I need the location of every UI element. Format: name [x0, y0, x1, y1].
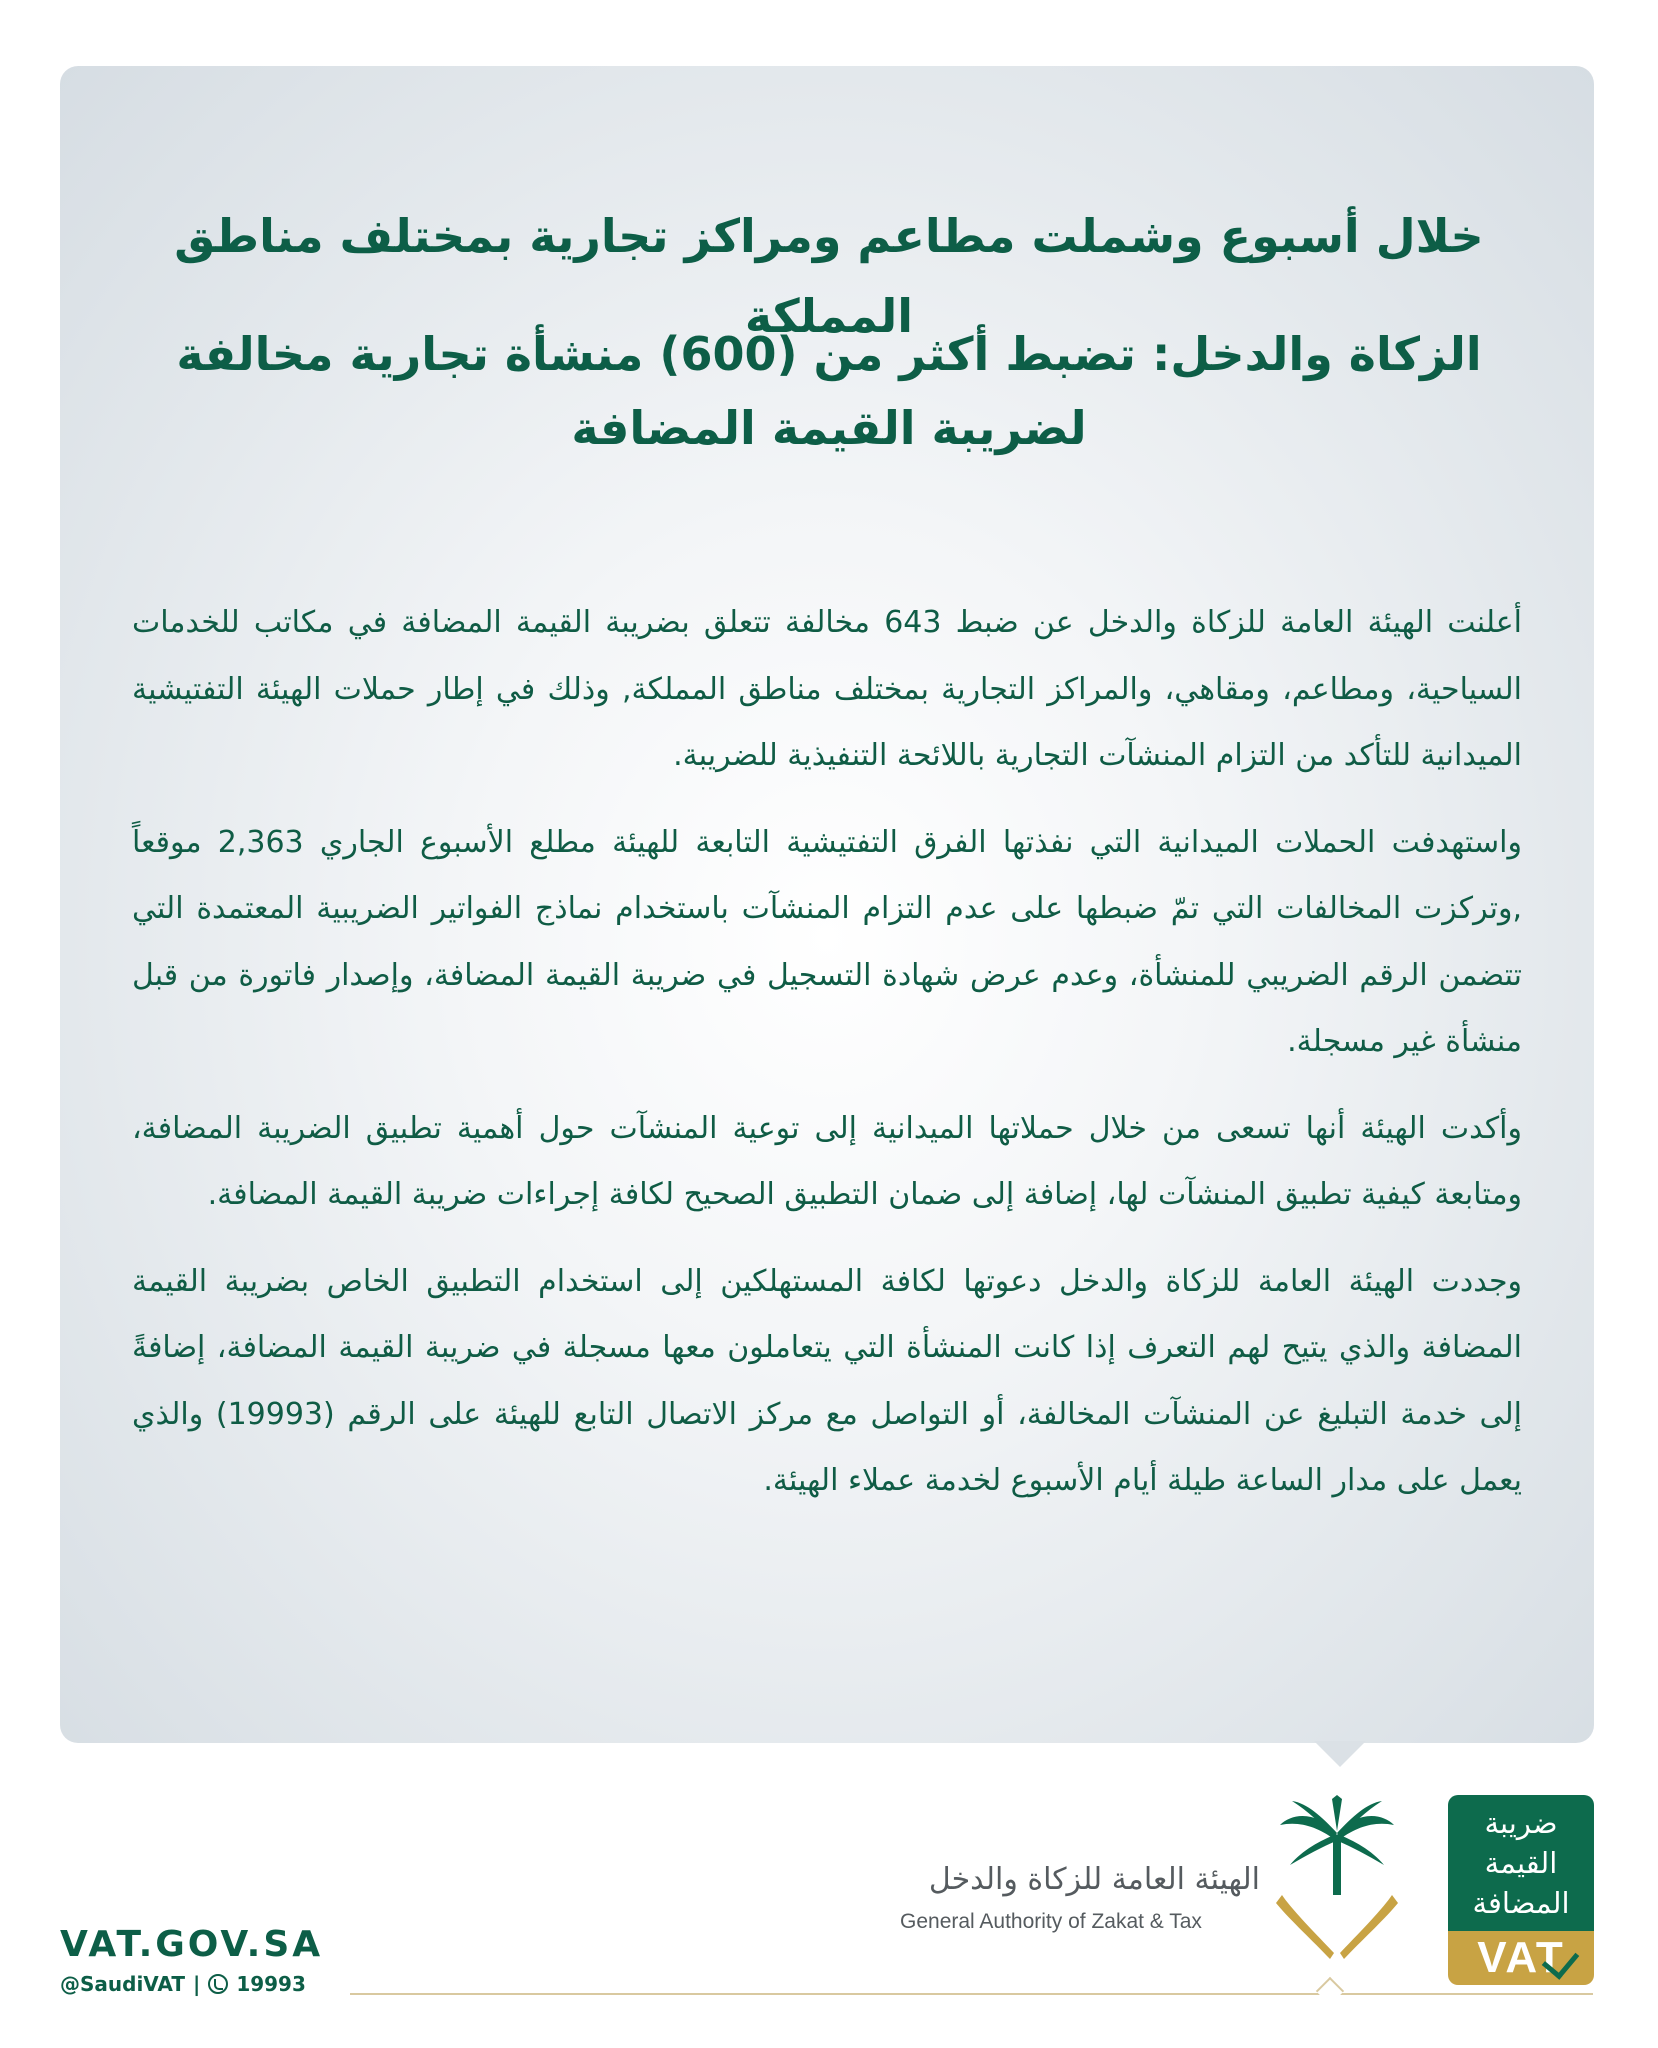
paragraph-4: وجددت الهيئة العامة للزكاة والدخل دعوتها لكافة المستهلكين إلى استخدام التطبيق الخاص بضريبة القيمة المضافة والذي يتيح لهم التعرف إذا كانت المنشأة التي يتعاملون معها مسجلة في ضريبة القيمة المضافة، إضافةً إلى خدمة التبليغ عن المنشآت المخالفة، أو التواصل مع مركز الاتصال التابع للهيئة على الرقم (19993) والذي يعمل على مدار الساعة طيلة أيام الأسبوع لخدمة عملاء الهيئة. [132, 1263, 1523, 1498]
social-handle[interactable]: @SaudiVAT [60, 1972, 185, 1996]
headline-title-continued: لضريبة القيمة المضافة [571, 401, 1087, 455]
paragraph-2: واستهدفت الحملات الميدانية التي نفذتها الفرق التفتيشية التابعة للهيئة مطلع الأسبوع الجاري 2,363 موقعاً ,وتركزت المخالفات التي تمّ ضبطها على عدم التزام المنشآت باستخدام نماذج الفواتير الضريبية المعتمدة التي تتضمن الرقم الضريبي للمنشأة، وعدم عرض شهادة التسجيل في ضريبة القيمة المضافة، وإصدار فاتورة من قبل منشأة غير مسجلة. [132, 824, 1523, 1059]
palm-swords-emblem-icon [1272, 1795, 1402, 1965]
vat-logo-line-1: ضريبة [1484, 1806, 1558, 1840]
contact-separator: | [193, 1972, 201, 1996]
phone-icon [208, 1974, 228, 1994]
palm-trunk [1333, 1835, 1341, 1895]
sword-right [1340, 1895, 1398, 1959]
headline-title: الزكاة والدخل: تضبط أكثر من (600) منشأة تجارية مخالفة [176, 327, 1482, 381]
headline [110, 196, 1548, 468]
article-body [132, 590, 1522, 1535]
vat-logo-text: VAT [1477, 1933, 1565, 1982]
vat-logo [1448, 1795, 1594, 1985]
vat-logo-line-2: القيمة [1484, 1846, 1558, 1880]
authority-name-english: General Authority of Zakat & Tax [900, 1910, 1202, 1933]
paragraph-1: أعلنت الهيئة العامة للزكاة والدخل عن ضبط 643 مخالفة تتعلق بضريبة القيمة المضافة في مكاتب للخدمات السياحية، ومطاعم، ومقاهي، والمراكز التجارية بمختلف مناطق المملكة, وذلك في إطار حملات الهيئة التفتيشية الميدانية للتأكد من التزام المنشآت التجارية باللائحة التنفيذية للضريبة. [132, 605, 1522, 773]
footer-notch [1316, 1977, 1344, 2005]
vat-logo-latin [1448, 1931, 1594, 1985]
palm-frond-left-3 [1290, 1835, 1336, 1865]
headline-kicker: خلال أسبوع وشملت مطاعم ومراكز تجارية بمختلف مناطق المملكة [174, 209, 1484, 343]
footer-divider [350, 1993, 1593, 1995]
sword-left [1276, 1895, 1334, 1959]
vat-logo-line-3: المضافة [1472, 1886, 1570, 1920]
website-link[interactable]: VAT.GOV.SA [60, 1924, 324, 1965]
vat-logo-arabic [1448, 1795, 1594, 1931]
card-pointer [1314, 1741, 1366, 1767]
authority-name-arabic: الهيئة العامة للزكاة والدخل [928, 1862, 1260, 1897]
palm-frond-right-3 [1338, 1835, 1384, 1865]
contact-info [60, 1972, 306, 1996]
paragraph-3: وأكدت الهيئة أنها تسعى من خلال حملاتها الميدانية إلى توعية المنشآت حول أهمية تطبيق الضريبة المضافة، ومتابعة كيفية تطبيق المنشآت لها، إضافة إلى ضمان التطبيق الصحيح لكافة إجراءات ضريبة القيمة المضافة. [132, 1110, 1522, 1212]
phone-number[interactable]: 19993 [236, 1972, 306, 1996]
palm-frond-top [1332, 1795, 1342, 1831]
